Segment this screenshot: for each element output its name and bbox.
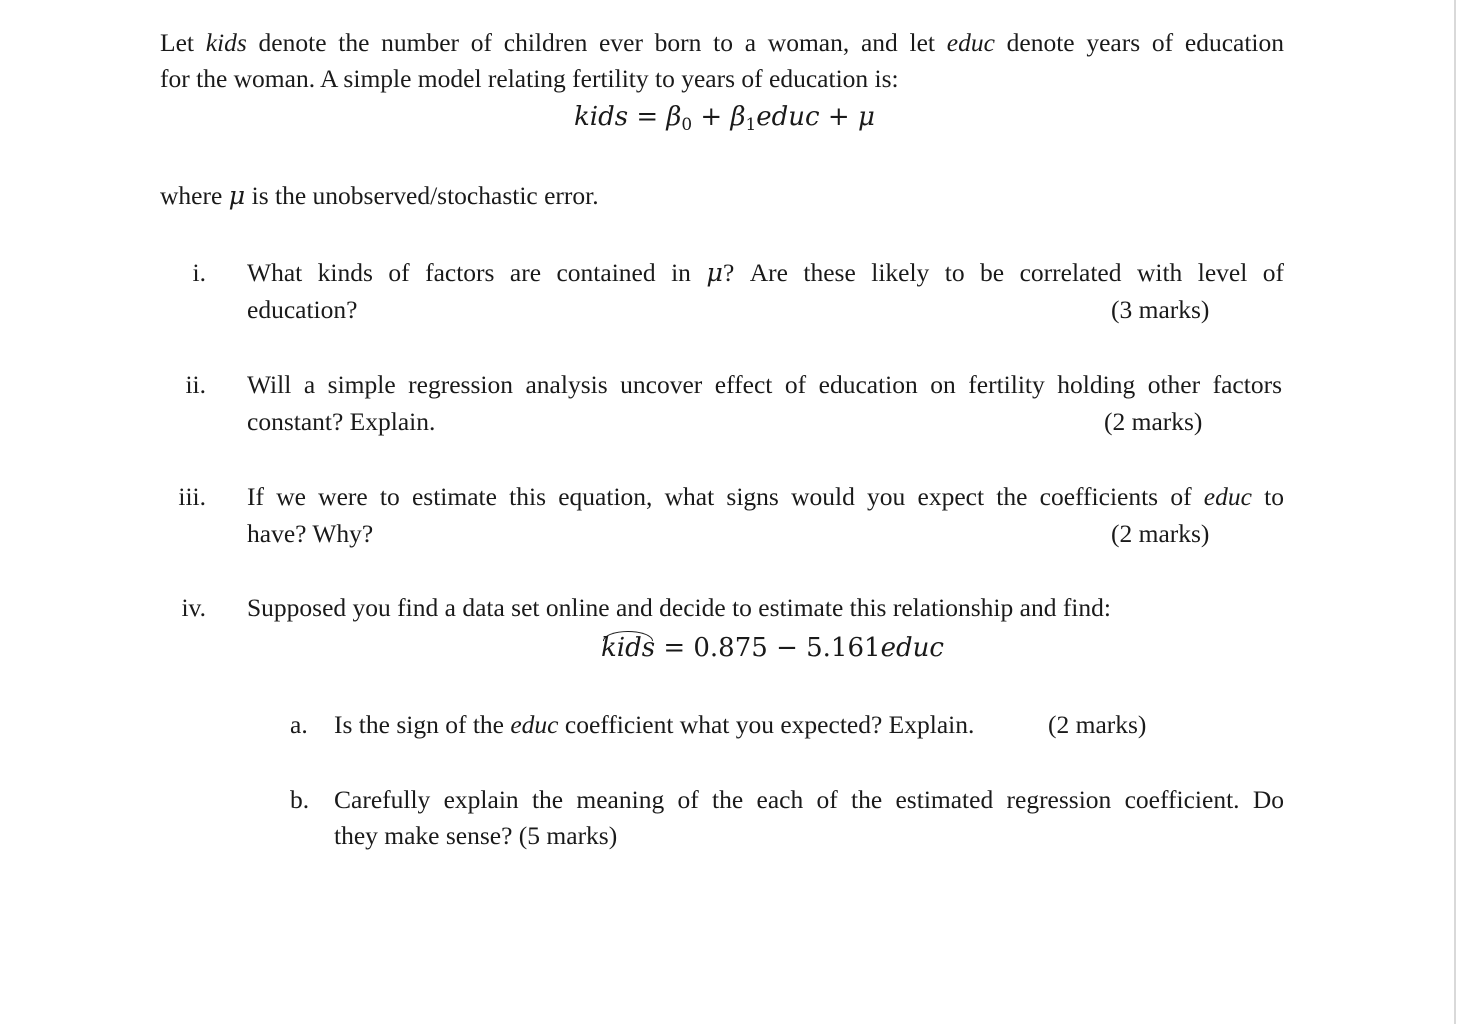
- var-educ: educ: [946, 28, 995, 57]
- question-ii-line-2: constant? Explain.: [247, 407, 436, 436]
- question-number-i: i.: [192, 258, 206, 287]
- intro-line-2: for the woman. A simple model relating fertility to years of education is:: [160, 64, 899, 93]
- question-i-line-2: education?: [247, 295, 358, 324]
- question-number-ii: ii.: [185, 370, 206, 399]
- intro-line-1: Let kids denote the number of children ever born to a woman, and let educ denote years of education: [160, 28, 1285, 57]
- question-i-marks: (3 marks): [1111, 295, 1210, 324]
- question-ii-line-1: Will a simple regression analysis uncover effect of education on fertility holding other factors: [247, 370, 1282, 399]
- model-equation: kids = $\beta_0$ + $\beta_1educ + \mu$: [574, 102, 875, 135]
- question-ii-marks: (2 marks): [1104, 407, 1203, 436]
- subquestion-b-label: b.: [290, 785, 310, 814]
- question-number-iii: iii.: [178, 482, 206, 511]
- subquestion-b-line-1: Carefully explain the meaning of the each of the estimated regression coefficient. Do: [334, 785, 1284, 814]
- question-iii-line-1: If we were to estimate this equation, what signs would you expect the coefficients of educ to: [247, 482, 1284, 511]
- subquestion-a-text: Is the sign of the educ coefficient what you expected? Explain.: [334, 710, 975, 739]
- question-iii-line-2: have? Why?: [247, 519, 374, 548]
- subquestion-a-marks: (2 marks): [1048, 710, 1147, 739]
- subquestion-a-label: a.: [290, 710, 308, 739]
- page-edge: [1454, 0, 1456, 1024]
- question-number-iv: iv.: [181, 593, 206, 622]
- where-line: where μ is the unobserved/stochastic error.: [160, 181, 599, 211]
- question-iv-line-1: Supposed you find a data set online and decide to estimate this relationship and find:: [247, 593, 1111, 622]
- question-iii-marks: (2 marks): [1111, 519, 1210, 548]
- subquestion-b-line-2: they make sense? (5 marks): [334, 821, 618, 850]
- estimated-equation: kids = 0.875 − 5.161educ: [601, 633, 944, 663]
- var-kids: kids: [205, 28, 247, 57]
- question-i-line-1: What kinds of factors are contained in μ? Are these likely to be correlated with level of: [247, 258, 1284, 288]
